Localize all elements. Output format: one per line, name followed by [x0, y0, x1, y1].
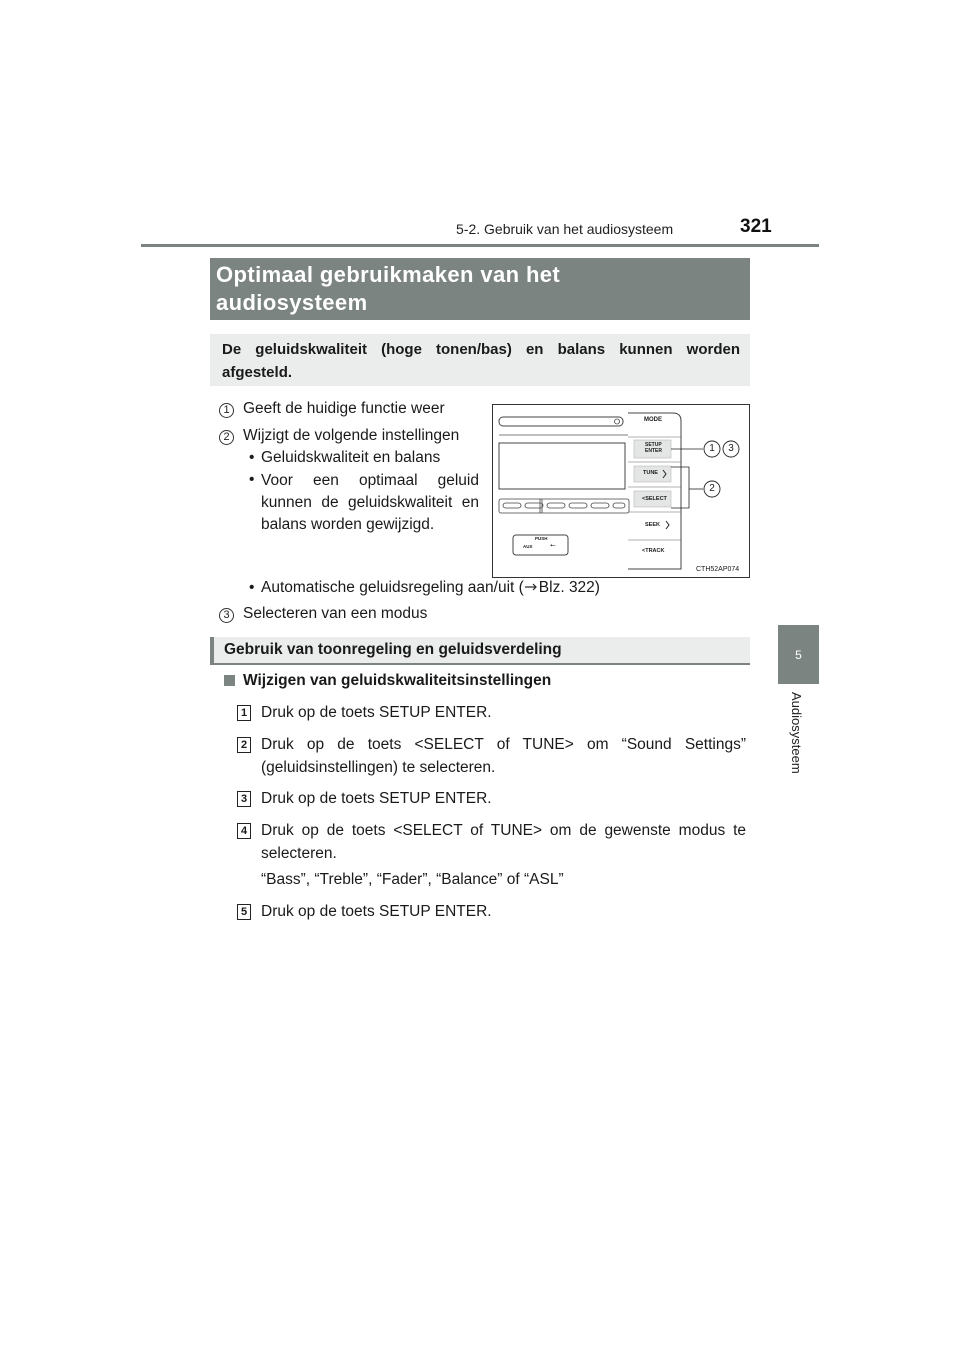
diagram-code: CTH52AP074 [696, 566, 740, 573]
step-5-text: Druk op de toets SETUP ENTER. [261, 903, 492, 920]
step-1-number: 1 [237, 705, 251, 721]
step-3-text: Druk op de toets SETUP ENTER. [261, 790, 492, 807]
step-2-line-1: Druk op de toets <SELECT of TUNE> om “Sound Settings” [261, 736, 746, 753]
bullet-3-text [261, 578, 600, 598]
change-heading: Wijzigen van geluidskwaliteitsinstellingen [243, 672, 552, 689]
step-4-note: “Bass”, “Treble”, “Fader”, “Balance” of “ASL” [261, 871, 564, 888]
track-button-label: <TRACK [642, 548, 665, 554]
select-button-label: <SELECT [642, 496, 667, 502]
page-number: 321 [740, 216, 772, 237]
square-bullet-icon [224, 675, 235, 686]
step-3-number: 3 [237, 791, 251, 807]
enter-label: ENTER [645, 448, 662, 454]
subheading-accent [210, 637, 214, 664]
step-4-line-2: selecteren. [261, 845, 337, 862]
step-5-number: 5 [237, 904, 251, 920]
step-4-line-1: Druk op de toets <SELECT of TUNE> om de gewenste modus te [261, 822, 746, 839]
seek-button-label: SEEK [645, 522, 660, 528]
mode-button-label: MODE [644, 417, 662, 423]
bullet-dot: • [249, 579, 255, 596]
number-circle: 3 [219, 608, 234, 623]
subheading-underline [210, 663, 750, 665]
step-2-number: 2 [237, 737, 251, 753]
step-2-line-2: (geluidsinstellingen) te selecteren. [261, 759, 496, 776]
header-rule [141, 244, 819, 247]
step-1-text: Druk op de toets SETUP ENTER. [261, 704, 492, 721]
item-1-marker [219, 400, 234, 418]
setup-enter-button-label [645, 442, 662, 454]
bullet-3-part-1: Automatische geluidsregeling aan/uit ( [261, 579, 524, 597]
callout-2: 2 [709, 483, 715, 494]
chapter-label: Audiosysteem [789, 692, 804, 774]
item-2-marker [219, 427, 234, 445]
item-3-marker [219, 605, 234, 623]
aux-label: AUX [523, 544, 533, 549]
arrow-right-icon [524, 578, 539, 598]
bullet-dot: • [249, 449, 255, 466]
page-title-line-2: audiosysteem [216, 290, 368, 315]
callout-1: 1 [709, 443, 715, 454]
item-3-text: Selecteren van een modus [243, 605, 428, 622]
setup-label: SETUP [645, 442, 662, 448]
page-reference-link[interactable]: Blz. 322) [538, 579, 600, 597]
item-1-text: Geeft de huidige functie weer [243, 400, 445, 417]
chapter-number: 5 [795, 647, 802, 662]
callout-3: 3 [728, 443, 734, 454]
subheading-bar [210, 637, 750, 664]
audio-panel-diagram [492, 404, 750, 578]
bullet-dot: • [249, 471, 255, 488]
tune-button-label: TUNE [643, 470, 658, 476]
item-2-text: Wijzigt de volgende instellingen [243, 427, 460, 444]
page-title [210, 258, 750, 320]
subheading-text: Gebruik van toonregeling en geluidsverdeling [224, 641, 562, 658]
chapter-tab [778, 625, 819, 684]
bullet-1-text: Geluidskwaliteit en balans [261, 449, 441, 466]
usb-icon: ⭠ [550, 542, 556, 549]
section-title: 5-2. Gebruik van het audiosysteem [456, 221, 674, 237]
step-4-number: 4 [237, 823, 251, 839]
number-circle: 2 [219, 430, 234, 445]
page-title-line-1: Optimaal gebruikmaken van het [216, 262, 561, 287]
push-label: PUSH [535, 536, 548, 541]
intro-box: De geluidskwaliteit (hoge tonen/bas) en balans kunnen worden afgesteld. [210, 334, 750, 386]
number-circle: 1 [219, 403, 234, 418]
bullet-2-text: Voor een optimaal geluid kunnen de geluidskwaliteit en balans worden gewijzigd. [261, 472, 479, 533]
